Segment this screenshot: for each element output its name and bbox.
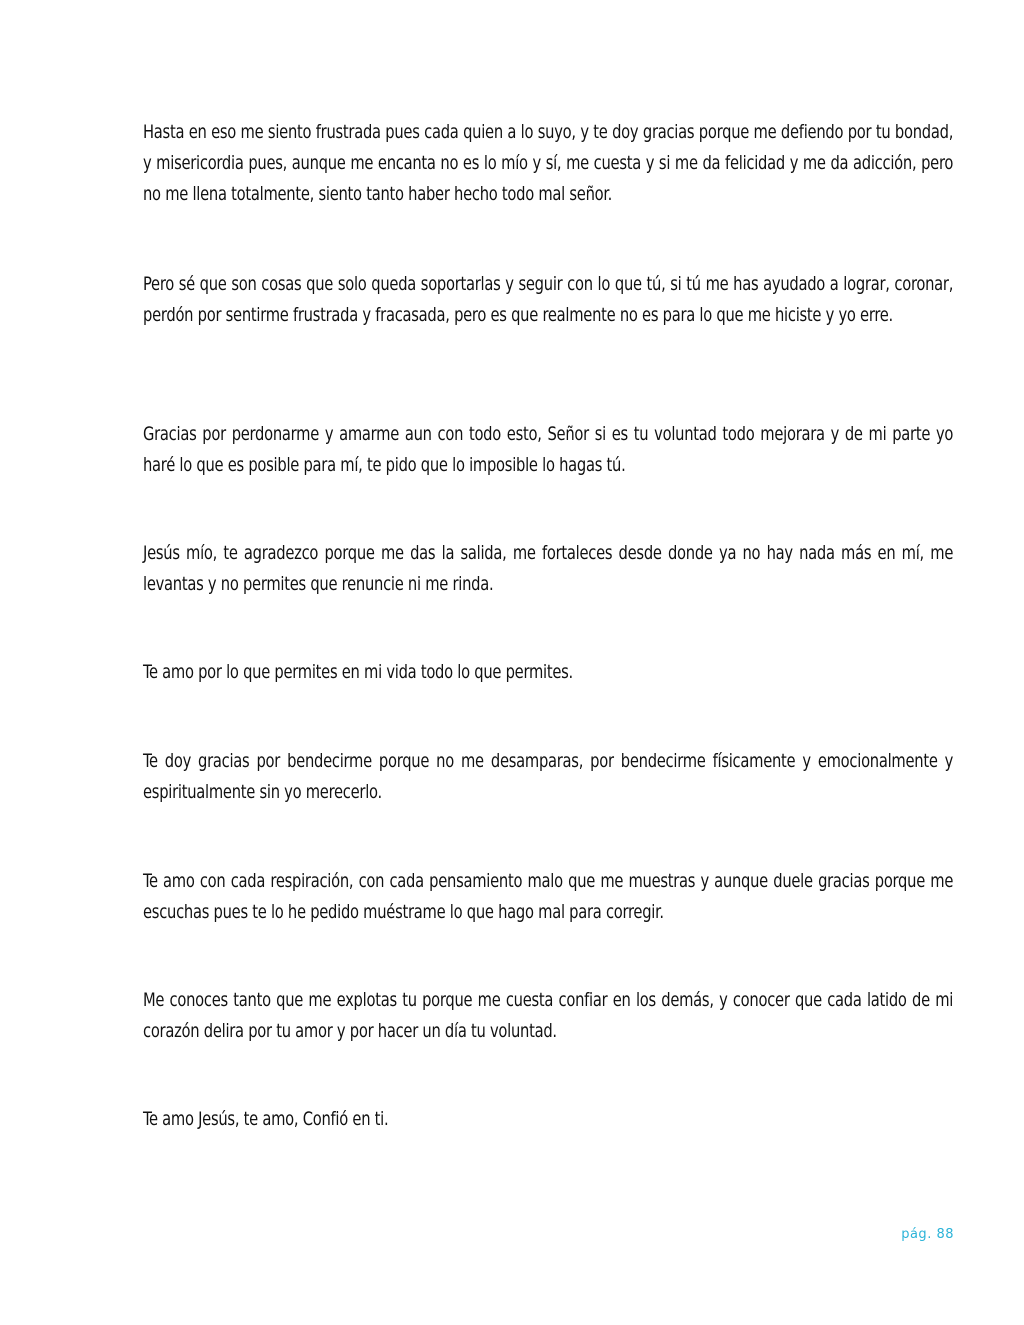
paragraph-8: Me conoces tanto que me explotas tu porque me cuesta confiar en los demás, y conocer que cada latido de mi corazón delira por tu amor y por hacer un día tu voluntad. <box>143 989 954 1042</box>
paragraph-2: Pero sé que son cosas que solo queda soportarlas y seguir con lo que tú, si tú me has ayudado a lograr, coronar, perdón por sentirme frustrada y fracasada, pero es que realmente no es para lo que me hiciste y yo erre. <box>143 273 954 326</box>
paragraph-3: Gracias por perdonarme y amarme aun con todo esto, Señor si es tu voluntad todo mejorara y de mi parte yo haré lo que es posible para mí, te pido que lo imposible lo hagas tú. <box>143 423 954 476</box>
paragraph-9: Te amo Jesús, te amo, Confió en ti. <box>143 1108 389 1130</box>
paragraph-1: Hasta en eso me siento frustrada pues cada quien a lo suyo, y te doy gracias porque me defiendo por tu bondad, y misericordia pues, aunque me encanta no es lo mío y sí, me cuesta y si me da felicidad y me da adicción, pero no me llena totalmente, siento tanto haber hecho todo mal señor. <box>143 121 954 205</box>
paragraph-7: Te amo con cada respiración, con cada pensamiento malo que me muestras y aunque duele gracias porque me escuchas pues te lo he pedido muéstrame lo que hago mal para corregir. <box>143 870 954 923</box>
paragraph-5: Te amo por lo que permites en mi vida todo lo que permites. <box>143 661 573 683</box>
paragraph-4: Jesús mío, te agradezco porque me das la salida, me fortaleces desde donde ya no hay nada más en mí, me levantas y no permites que renuncie ni me rinda. <box>143 542 954 595</box>
paragraph-6: Te doy gracias por bendecirme porque no me desamparas, por bendecirme físicamente y emocionalmente y espiritualmente sin yo merecerlo. <box>143 750 954 803</box>
page-number: pág. 88 <box>901 1227 954 1242</box>
